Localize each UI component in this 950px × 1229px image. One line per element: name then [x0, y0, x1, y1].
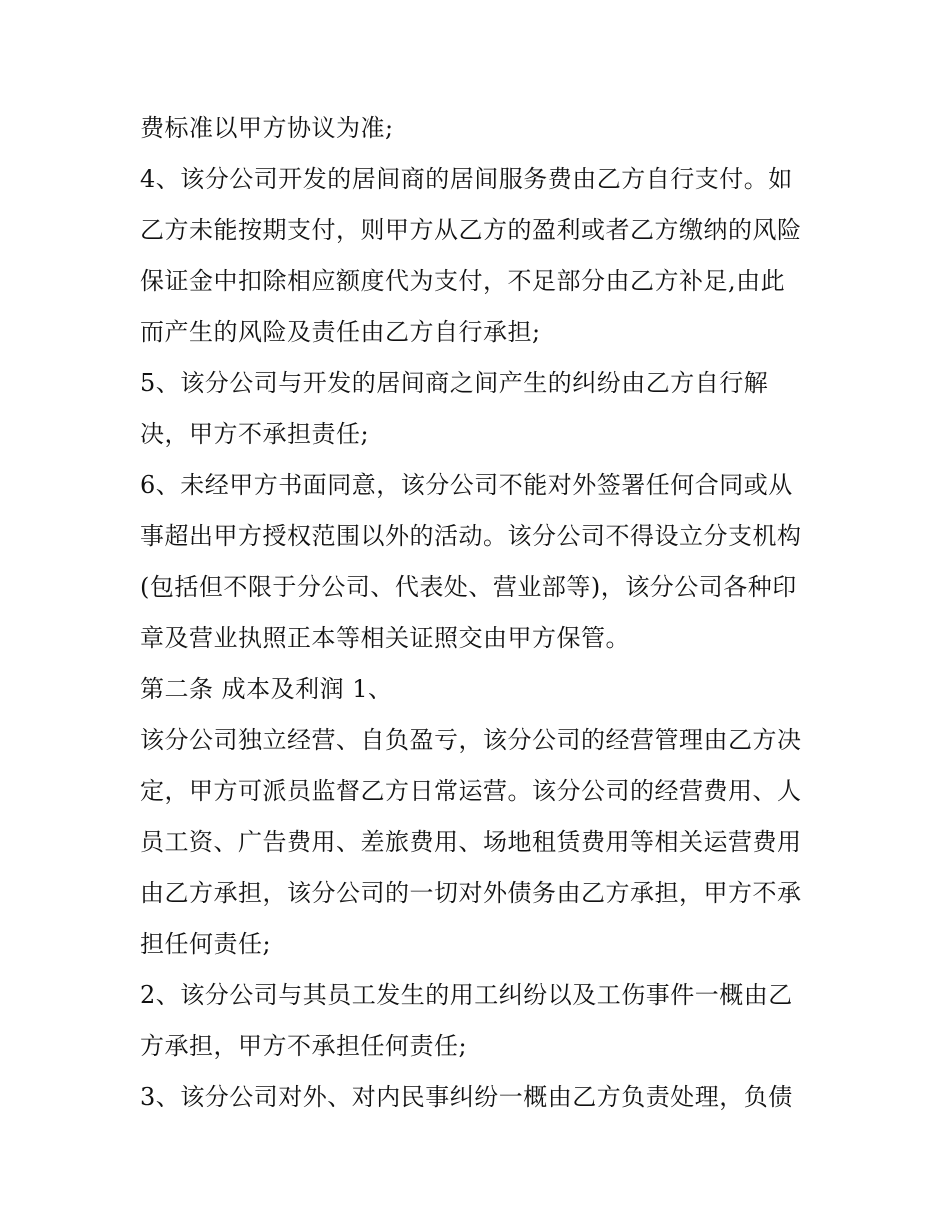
text-line: 4、该分公司开发的居间商的居间服务费由乙方自行支付。如 [140, 165, 793, 193]
text-line: 定，甲方可派员监督乙方日常运营。该分公司的经营费用、人 [140, 777, 802, 805]
text-line: 6、未经甲方书面同意，该分公司不能对外签署任何合同或从 [140, 471, 793, 499]
text-line: 3、该分公司对外、对内民事纠纷一概由乙方负责处理，负债 [140, 1083, 793, 1111]
document-body [140, 103, 820, 1123]
text-line: 决，甲方不承担责任; [140, 420, 370, 448]
text-line: 5、该分公司与开发的居间商之间产生的纠纷由乙方自行解 [140, 369, 769, 397]
text-line: 2、该分公司与其员工发生的用工纠纷以及工伤事件一概由乙 [140, 981, 793, 1009]
text-line: 该分公司独立经营、自负盈亏，该分公司的经营管理由乙方决 [140, 726, 802, 754]
text-line: 乙方未能按期支付，则甲方从乙方的盈利或者乙方缴纳的风险 [140, 216, 802, 244]
text-line: 事超出甲方授权范围以外的活动。该分公司不得设立分支机构 [140, 522, 802, 550]
text-line: 员工资、广告费用、差旅费用、场地租赁费用等相关运营费用 [140, 828, 802, 856]
text-line: 而产生的风险及责任由乙方自行承担; [140, 318, 541, 346]
text-line: 费标准以甲方协议为准; [140, 114, 394, 142]
text-line: (包括但不限于分公司、代表处、营业部等)，该分公司各种印 [140, 573, 797, 601]
text-line: 方承担，甲方不承担任何责任; [140, 1032, 468, 1060]
text-line: 保证金中扣除相应额度代为支付，不足部分由乙方补足,由此 [140, 267, 786, 295]
text-line: 章及营业执照正本等相关证照交由甲方保管。 [140, 624, 630, 652]
text-line: 担任何责任; [140, 930, 272, 958]
text-line: 由乙方承担，该分公司的一切对外债务由乙方承担，甲方不承 [140, 879, 802, 907]
section-heading: 第二条 成本及利润 1、 [140, 675, 393, 703]
